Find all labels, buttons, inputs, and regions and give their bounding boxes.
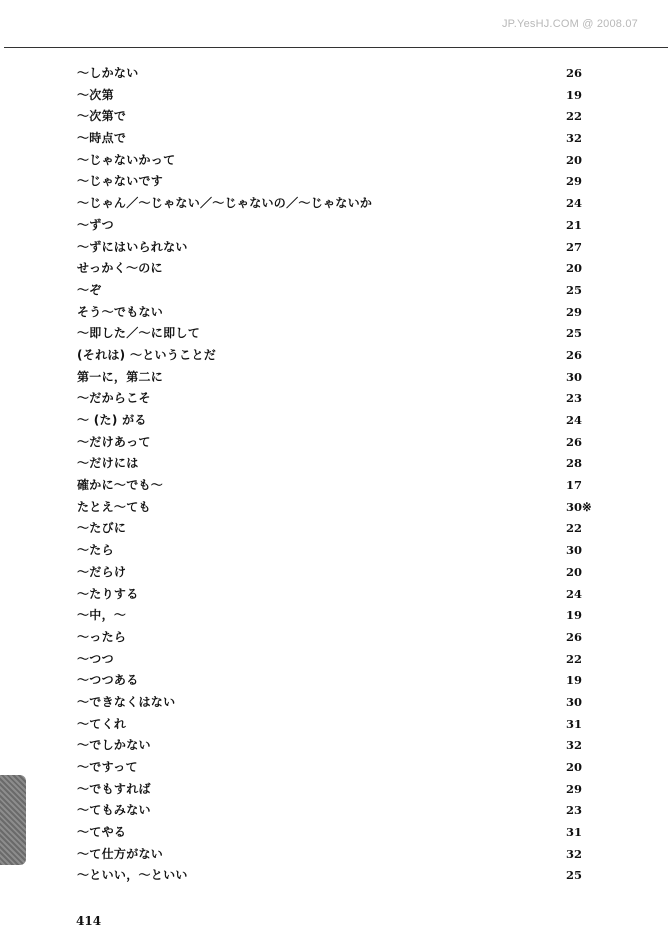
- index-entry: [0, 432, 668, 454]
- index-entry: [0, 497, 668, 519]
- index-entry: [0, 714, 668, 736]
- entry-term: せっかく～のに: [77, 261, 163, 276]
- entry-term: ～だけには: [77, 456, 139, 471]
- index-entry: [0, 475, 668, 497]
- entry-term: ～たりする: [77, 586, 139, 601]
- entry-page-ref: 32: [566, 846, 583, 861]
- entry-page-ref: 26: [566, 347, 583, 362]
- index-entry: [0, 627, 668, 649]
- entry-page-ref: 24: [566, 196, 583, 211]
- index-entry: [0, 323, 668, 345]
- entry-term: そう～でもない: [77, 304, 164, 319]
- index-entry: [0, 280, 668, 302]
- entry-term: ～ずにはいられない: [77, 239, 188, 254]
- index-entry: [0, 649, 668, 671]
- entry-term: ～て仕方がない: [77, 846, 164, 861]
- entry-page-ref: 22: [566, 651, 583, 666]
- entry-page-ref: 25: [566, 326, 583, 341]
- entry-page-ref: 26: [566, 66, 583, 80]
- entry-term: ～ですって: [77, 760, 138, 774]
- entry-page-ref: 26: [566, 434, 583, 449]
- index-entry: [0, 822, 668, 844]
- index-entry: [0, 302, 668, 324]
- entry-page-ref: 22: [566, 521, 583, 536]
- entry-term: ～ずつ: [77, 217, 114, 232]
- entry-term: ～でしかない: [77, 738, 151, 753]
- index-entry: [0, 605, 668, 627]
- entry-page-ref: 21: [566, 217, 583, 232]
- entry-term: ～たびに: [77, 521, 127, 536]
- entry-term: ～じゃん／～じゃない／～じゃないの／～じゃないか: [77, 196, 373, 211]
- entry-page-ref: 23: [566, 391, 583, 406]
- index-entry: [0, 865, 668, 887]
- index-entry: [0, 518, 668, 540]
- entry-page-ref: 30: [566, 543, 583, 558]
- entry-page-ref: 27: [566, 239, 583, 254]
- entry-page-ref: 20: [566, 152, 583, 167]
- entry-page-ref: 19: [566, 608, 583, 623]
- index-entry: [0, 757, 668, 779]
- index-entry: [0, 844, 668, 866]
- page-number: 414: [76, 914, 102, 928]
- index-entry: [0, 237, 668, 259]
- entry-term: ～時点で: [77, 131, 127, 146]
- entry-page-ref: 30※: [566, 499, 592, 514]
- entry-term: ～でもすれば: [77, 781, 151, 796]
- index-entry: [0, 85, 668, 107]
- entry-term: ～といい，～といい: [77, 868, 188, 883]
- entry-page-ref: 32: [566, 738, 583, 753]
- entry-term: ～だからこそ: [77, 391, 151, 406]
- entry-page-ref: 24: [566, 586, 583, 601]
- entry-page-ref: 29: [566, 174, 583, 189]
- index-entry: [0, 453, 668, 475]
- entry-page-ref: 30: [566, 694, 583, 709]
- entry-term: ～じゃないかって: [77, 152, 176, 167]
- index-entry: [0, 800, 668, 822]
- entry-term: ～中，～: [77, 608, 127, 623]
- entry-page-ref: 31: [566, 716, 583, 731]
- index-entry: [0, 193, 668, 215]
- entry-term: ～つつ: [77, 651, 114, 666]
- entry-term: ～じゃないです: [77, 174, 164, 189]
- entry-page-ref: 23: [566, 803, 583, 818]
- entry-page-ref: 19: [566, 673, 583, 688]
- index-entry: [0, 779, 668, 801]
- index-entry: [0, 171, 668, 193]
- entry-term: ～つつある: [77, 673, 139, 688]
- index-entry: [0, 670, 668, 692]
- entry-page-ref: 26: [566, 629, 583, 644]
- entry-term: ～たら: [77, 543, 114, 558]
- entry-page-ref: 20: [566, 261, 583, 276]
- entry-term: たとえ～ても: [77, 499, 151, 514]
- entry-term: ～次第で: [77, 109, 127, 124]
- entry-term: ～できなくはない: [77, 694, 176, 709]
- entry-page-ref: 25: [566, 282, 583, 297]
- entry-page-ref: 19: [566, 87, 583, 102]
- entry-term: ～ (た) がる: [77, 413, 147, 427]
- entry-term: ～しかない: [77, 66, 139, 80]
- entry-page-ref: 29: [566, 304, 583, 319]
- index-entry: [0, 540, 668, 562]
- index-list: [0, 63, 668, 887]
- entry-page-ref: 32: [566, 131, 583, 146]
- entry-page-ref: 22: [566, 109, 583, 124]
- entry-page-ref: 20: [566, 760, 583, 774]
- entry-term: ～だけあって: [77, 434, 151, 449]
- index-entry: [0, 150, 668, 172]
- entry-term: ～てやる: [77, 825, 127, 840]
- index-entry: [0, 692, 668, 714]
- entry-term: ～てくれ: [77, 716, 127, 731]
- index-entry: [0, 410, 668, 432]
- entry-page-ref: 17: [566, 478, 583, 493]
- entry-term: (それは) ～ということだ: [77, 347, 217, 362]
- entry-page-ref: 28: [566, 456, 583, 471]
- index-entry: [0, 63, 668, 85]
- page-edge-tab: [0, 775, 26, 865]
- index-entry: [0, 735, 668, 757]
- index-entry: [0, 128, 668, 150]
- index-entry: [0, 562, 668, 584]
- index-entry: [0, 584, 668, 606]
- entry-term: ～ぞ: [77, 282, 102, 297]
- entry-term: ～てもみない: [77, 803, 151, 818]
- entry-term: 第一に，第二に: [77, 369, 164, 384]
- index-entry: [0, 367, 668, 389]
- entry-page-ref: 29: [566, 781, 583, 796]
- index-entry: [0, 258, 668, 280]
- entry-page-ref: 25: [566, 868, 583, 883]
- entry-page-ref: 31: [566, 825, 583, 840]
- entry-term: 確かに～でも～: [77, 478, 164, 493]
- entry-term: ～次第: [77, 87, 114, 102]
- entry-page-ref: 24: [566, 413, 583, 427]
- entry-page-ref: 20: [566, 564, 583, 579]
- entry-term: ～ったら: [77, 629, 127, 644]
- watermark: JP.YesHJ.COM @ 2008.07: [501, 18, 638, 30]
- index-entry: [0, 215, 668, 237]
- index-entry: [0, 106, 668, 128]
- entry-term: ～だらけ: [77, 564, 127, 579]
- entry-page-ref: 30: [566, 369, 583, 384]
- index-entry: [0, 345, 668, 367]
- index-entry: [0, 388, 668, 410]
- header-rule: [4, 47, 668, 48]
- entry-term: ～即した／～に即して: [77, 326, 201, 341]
